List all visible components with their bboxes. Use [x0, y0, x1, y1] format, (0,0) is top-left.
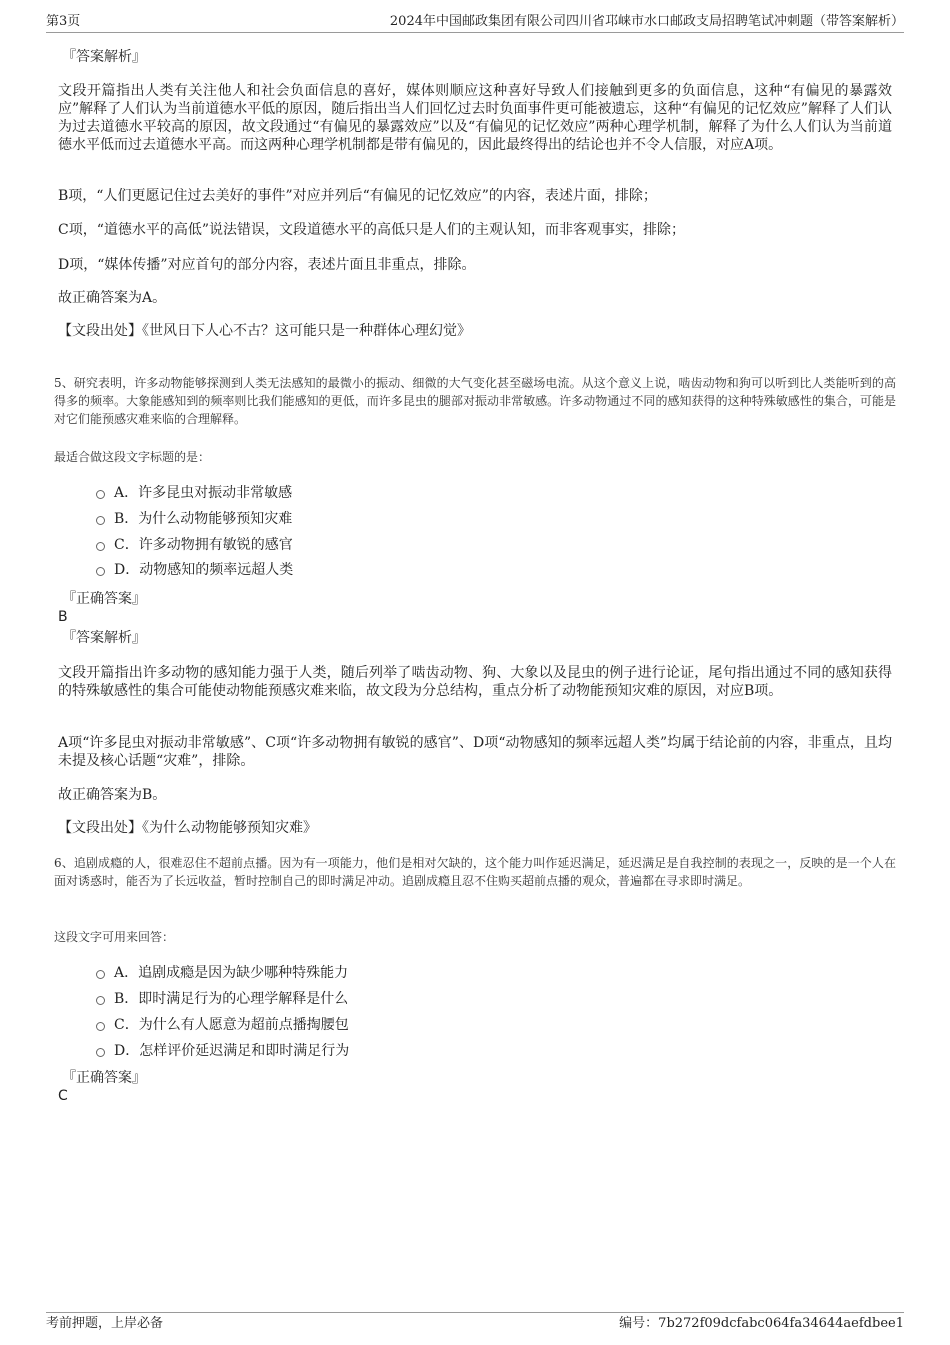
q5-option-b-label: B．为什么动物能够预知灾难: [114, 511, 293, 527]
q6-option-b[interactable]: [96, 990, 348, 1008]
q6-answer: C: [58, 1088, 68, 1104]
q6-option-a-label: A．追剧成瘾是因为缺少哪种特殊能力: [114, 965, 349, 981]
q5-option-a-label: A．许多昆虫对振动非常敏感: [114, 485, 293, 501]
page-header: [46, 12, 904, 33]
q5-option-b[interactable]: [96, 510, 292, 528]
radio-icon[interactable]: [96, 996, 105, 1005]
q5-stem: 5、研究表明，许多动物能够探测到人类无法感知的最微小的振动、细微的大气变化甚至磁场电流。从这个意义上说，啮齿动物和狗可以听到比人类能听到的高得多的频率。大象能感知到的频率则比我们能感知的更低，而许多昆虫的腿部对振动非常敏感。许多动物通过不同的感知获得的这种特殊敏感性的集合，可能是对它们能预感灾难来临的合理解释。: [54, 376, 896, 426]
q5-source: 【文段出处】《为什么动物能够预知灾难》: [58, 820, 317, 836]
q6-option-c-label: C．为什么有人愿意为超前点播掏腰包: [114, 1017, 349, 1033]
q5-option-c[interactable]: [96, 536, 293, 554]
q4-analysis-p2: B项，“人们更愿记住过去美好的事件”对应并列后“有偏见的记忆效应”的内容，表述片面，排除；: [58, 188, 657, 204]
q5-answer: B: [58, 609, 68, 625]
q4-analysis-p4: D项，“媒体传播”对应首句的部分内容，表述片面且非重点，排除。: [58, 257, 476, 273]
q5-option-d[interactable]: [96, 561, 293, 579]
q6-option-a[interactable]: [96, 964, 348, 982]
q5-prompt: 最适合做这段文字标题的是：: [54, 450, 211, 464]
q6-option-d-label: D．怎样评价延迟满足和即时满足行为: [114, 1043, 350, 1059]
q5-analysis-p3: 故正确答案为B。: [58, 787, 167, 803]
q6-answer-label: 『正确答案』: [62, 1070, 146, 1086]
q5-option-d-label: D．动物感知的频率远超人类: [114, 562, 294, 578]
q5-answer-label: 『正确答案』: [62, 591, 146, 607]
q6-option-d[interactable]: [96, 1042, 349, 1060]
q5-analysis-p1: 文段开篇指出许多动物的感知能力强于人类，随后列举了啮齿动物、狗、大象以及昆虫的例子进行论证，尾句指出通过不同的感知获得的特殊敏感性的集合可能使动物能预感灾难来临，故文段为分总结构，重点分析了动物能预知灾难的原因，对应B项。: [58, 665, 892, 699]
page-number: 第3页: [46, 14, 81, 29]
radio-icon[interactable]: [96, 516, 105, 525]
document-title: 2024年中国邮政集团有限公司四川省邛崃市水口邮政支局招聘笔试冲刺题（带答案解析）: [389, 14, 904, 29]
radio-icon[interactable]: [96, 970, 105, 979]
q4-analysis-p5: 故正确答案为A。: [58, 290, 167, 306]
q6-stem: 6、追剧成瘾的人，很难忍住不超前点播。因为有一项能力，他们是相对欠缺的，这个能力叫作延迟满足，延迟满足是自我控制的表现之一，反映的是一个人在面对诱惑时，能否为了长远收益，暂时控制自己的即时满足冲动。追剧成瘾且忍不住购买超前点播的观众，普遍都在寻求即时满足。: [54, 856, 896, 888]
q4-analysis-p3: C项，“道德水平的高低”说法错误，文段道德水平的高低只是人们的主观认知，而非客观事实，排除；: [58, 222, 686, 238]
radio-icon[interactable]: [96, 1048, 105, 1057]
radio-icon[interactable]: [96, 567, 105, 576]
radio-icon[interactable]: [96, 542, 105, 551]
q4-source: 【文段出处】《世风日下人心不古？这可能只是一种群体心理幻觉》: [58, 323, 471, 339]
radio-icon[interactable]: [96, 1022, 105, 1031]
q5-analysis-p2: A项“许多昆虫对振动非常敏感”、C项“许多动物拥有敏锐的感官”、D项“动物感知的频率远超人类”均属于结论前的内容，非重点，且均未提及核心话题“灾难”，排除。: [58, 735, 892, 769]
q5-analysis-label: 『答案解析』: [62, 630, 146, 646]
q6-option-b-label: B．即时满足行为的心理学解释是什么: [114, 991, 349, 1007]
radio-icon[interactable]: [96, 490, 105, 499]
page-footer: [46, 1312, 904, 1331]
q5-option-a[interactable]: [96, 484, 292, 502]
q4-analysis-p1: 文段开篇指出人类有关注他人和社会负面信息的喜好，媒体则顺应这种喜好导致人们接触到更多的负面信息，这种“有偏见的暴露效应”解释了人们认为当前道德水平低的原因，随后指出当人们回忆过去时负面事件更可能被遗忘，这种“有偏见的记忆效应”解释了人们认为过去道德水平较高的原因，故文段通过“有偏见的暴露效应”以及“有偏见的记忆效应”两种心理学机制，解释了为什么人们认为当前道德水平低而过去道德水平高。而这两种心理学机制都是带有偏见的，因此最终得出的结论也并不令人信服，对应A项。: [58, 83, 892, 153]
q4-analysis-label: 『答案解析』: [62, 49, 146, 65]
q6-option-c[interactable]: [96, 1016, 349, 1034]
document-id: 编号：7b272f09dcfabc064fa34644aefdbee1: [619, 1316, 904, 1331]
q6-prompt: 这段文字可用来回答：: [54, 930, 175, 944]
q5-option-c-label: C．许多动物拥有敏锐的感官: [114, 537, 293, 553]
footer-slogan: 考前押题，上岸必备: [46, 1316, 164, 1331]
